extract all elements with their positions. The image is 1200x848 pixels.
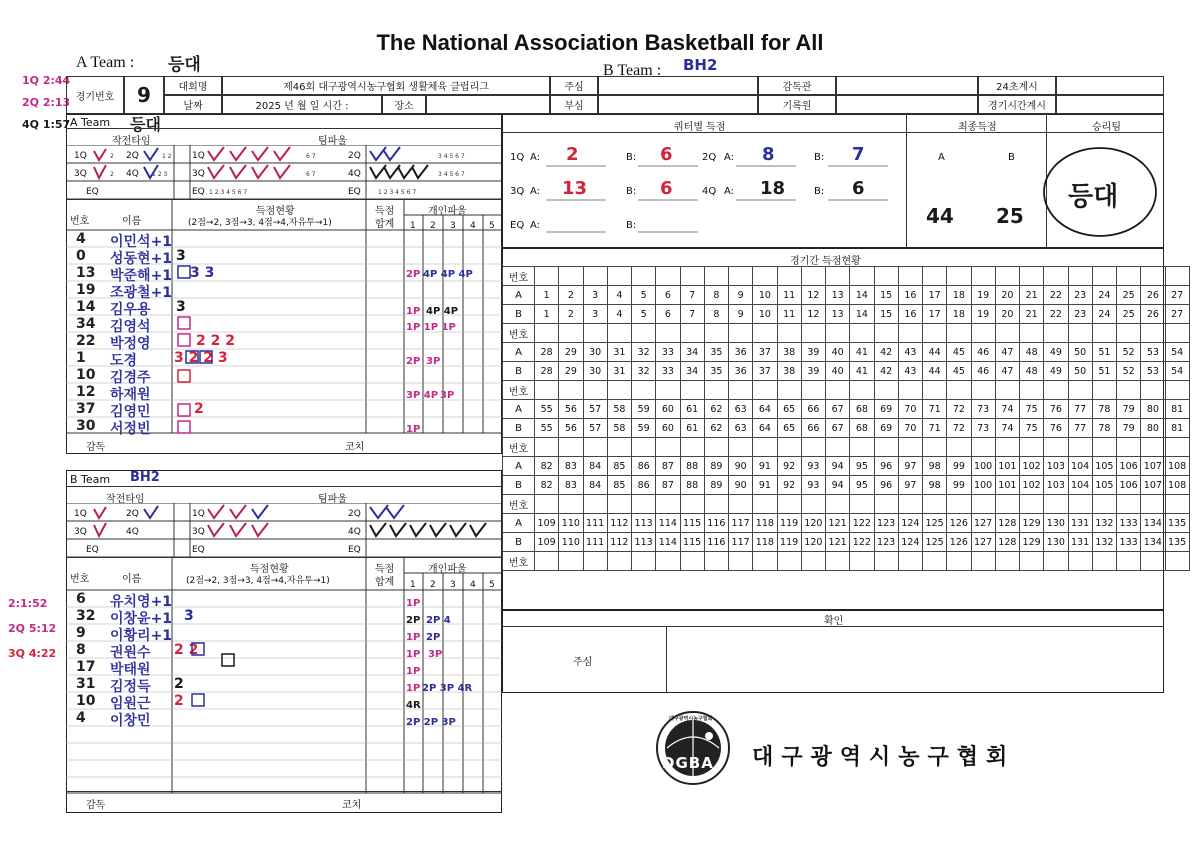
svg-text:3P: 3P: [426, 356, 441, 367]
player-name: 이창윤+1: [110, 611, 173, 627]
svg-text:5: 5: [489, 580, 495, 590]
svg-text:6 7: 6 7: [306, 171, 316, 178]
player-score: 3 2 2 3: [174, 350, 228, 366]
a-label: A:: [530, 220, 541, 231]
player-no: 1: [76, 350, 86, 366]
scorer-label: 기록원: [758, 95, 836, 114]
b-label: B:: [626, 186, 637, 197]
player-score: 2 2 2: [196, 333, 235, 349]
svg-text:2: 2: [110, 171, 114, 178]
date: 2025 년 월 일 시간 :: [222, 95, 382, 114]
q-label: EQ: [510, 220, 525, 231]
running-no-row: 번호: [503, 267, 1190, 286]
umpire-label: 부심: [550, 95, 598, 114]
svg-text:2P 3P 4R: 2P 3P 4R: [422, 683, 473, 694]
player-name: 조광철+1: [110, 285, 173, 301]
q-label: 2Q: [702, 152, 717, 163]
svg-text:1P 1P 1P: 1P 1P 1P: [406, 322, 456, 333]
referee-value: [598, 76, 758, 95]
team-a-section-label: A Team: [70, 116, 111, 129]
svg-text:2P 4: 2P 4: [426, 615, 451, 626]
pf-label: 개인파울: [428, 564, 467, 575]
shotclock-label: 24초계시: [978, 76, 1056, 95]
player-name: 김우용: [110, 302, 151, 318]
svg-text:3Q: 3Q: [192, 169, 205, 179]
total-label-2: 합계: [375, 577, 395, 588]
org-name: 대구광역시농구협회: [752, 745, 1016, 770]
player-name: 김경주: [110, 370, 151, 386]
player-no: 19: [76, 282, 96, 298]
player-no: 10: [76, 367, 96, 383]
q-label: 3Q: [510, 186, 525, 197]
player-name: 김영민: [110, 404, 151, 420]
running-a-row: A 28 29 30 31 32 33 34 35 36 37 38 39 40 41 42 43 44 45 46 47 48 49 50 51 52 53 54: [503, 343, 1190, 362]
team-foul-label: 팀파울: [318, 136, 347, 147]
b-label: B:: [814, 186, 825, 197]
commissioner-label: 감독관: [758, 76, 836, 95]
score-label: 득점현황: [250, 564, 289, 575]
name-label: 이름: [122, 216, 142, 227]
player-no: 31: [76, 676, 96, 692]
a-label: A:: [530, 152, 541, 163]
running-score-label: 경기간 득점현황: [790, 256, 861, 267]
svg-text:2P: 2P: [406, 269, 421, 280]
svg-text:1Q: 1Q: [192, 509, 205, 519]
venue-value: [426, 95, 550, 114]
running-a-row: A 82 83 84 85 86 87 88 89 90 91 92 93 94 95 96 97 98 99 100 101 102 103 104 105 106 107 108: [503, 457, 1190, 476]
svg-text:6 7: 6 7: [306, 153, 316, 160]
svg-text:3P 4P: 3P 4P: [406, 390, 439, 401]
q2-a-score: 8: [762, 144, 775, 165]
score-sub: (2점→2, 3점→3, 4점→4,자유투→1): [186, 576, 330, 586]
team-foul-label: 팀파울: [318, 494, 347, 505]
running-no-row: 번호: [503, 438, 1190, 457]
svg-text:1Q: 1Q: [74, 151, 87, 161]
running-b-row: B 55 56 57 58 59 60 61 62 63 64 65 66 67 68 69 70 71 72 73 74 75 76 77 78 79 80 81: [503, 419, 1190, 438]
player-name: 이황리+1: [110, 628, 173, 644]
q3-a-score: 13: [562, 178, 588, 199]
player-no: 9: [76, 625, 86, 641]
player-name: 박정영: [110, 336, 151, 352]
svg-text:2P: 2P: [426, 632, 441, 643]
player-no: 17: [76, 659, 96, 675]
quarter-scores-label: 쿼터별 득점: [674, 122, 726, 133]
svg-text:1P: 1P: [406, 424, 421, 435]
svg-text:4Q: 4Q: [126, 527, 139, 537]
svg-text:4P 4P 4P: 4P 4P 4P: [423, 269, 473, 280]
b-label: B:: [814, 152, 825, 163]
name-label: 이름: [122, 574, 142, 585]
q-label: 1Q: [510, 152, 525, 163]
player-no: 12: [76, 384, 96, 400]
a-label: A:: [724, 186, 735, 197]
player-name: 이창민: [110, 713, 151, 729]
q3-b-score: 6: [660, 178, 673, 199]
pf-label: 개인파울: [428, 206, 467, 217]
player-score: 3: [184, 608, 194, 624]
margin-note: 2Q 5:12: [8, 622, 57, 635]
referee-label: 주심: [550, 76, 598, 95]
svg-text:3: 3: [450, 580, 456, 590]
player-no: 14: [76, 299, 96, 315]
team-b-label: B Team :: [603, 62, 662, 79]
player-score: 3: [176, 248, 186, 264]
svg-text:1: 1: [410, 580, 416, 590]
svg-text:EQ: EQ: [192, 187, 205, 197]
player-score: 3: [176, 299, 186, 315]
svg-text:4P 4P: 4P 4P: [426, 306, 459, 317]
svg-text:5: 5: [489, 221, 495, 231]
player-no: 4: [76, 231, 86, 247]
player-no: 10: [76, 693, 96, 709]
player-no: 32: [76, 608, 96, 624]
timeout-label: 작전타임: [106, 494, 145, 505]
running-b-row: B 82 83 84 85 86 87 88 89 90 91 92 93 94 95 96 97 98 99 100 101 102 103 104 105 106 107 108: [503, 476, 1190, 495]
q-label: 4Q: [702, 186, 717, 197]
svg-text:2: 2: [110, 153, 114, 160]
svg-text:3Q: 3Q: [192, 527, 205, 537]
player-no: 13: [76, 265, 96, 281]
team-a-name: 등대: [168, 55, 201, 75]
player-name: 도경: [110, 353, 138, 369]
svg-text:4: 4: [470, 580, 476, 590]
player-no: 6: [76, 591, 86, 607]
page-title: The National Association Basketball for All: [376, 30, 824, 55]
team-b-score-boxes: [172, 640, 292, 720]
team-b-name: BH2: [683, 56, 718, 74]
running-a-row: A 1 2 3 4 5 6 7 8 9 10 11 12 13 14 15 16 17 18 19 20 21 22 23 24 25 26 27: [503, 286, 1190, 305]
asst-coach-label: 코치: [342, 800, 362, 811]
svg-text:3: 3: [450, 221, 456, 231]
margin-note: 2Q 2:13: [22, 96, 71, 109]
player-no: 37: [76, 401, 96, 417]
svg-text:3 4 5 6 7: 3 4 5 6 7: [438, 171, 465, 178]
svg-text:EQ: EQ: [348, 187, 361, 197]
svg-text:1: 1: [410, 221, 416, 231]
coach-label: 감독: [86, 442, 106, 453]
scorer-value: [836, 95, 978, 114]
margin-note: 2:1:52: [8, 597, 48, 610]
svg-text:3Q: 3Q: [74, 527, 87, 537]
final-b-label: B: [1008, 152, 1015, 163]
svg-text:2P 2P 3P: 2P 2P 3P: [406, 717, 456, 728]
svg-text:3P: 3P: [428, 649, 443, 660]
svg-text:4: 4: [470, 221, 476, 231]
running-no-row: 번호: [503, 381, 1190, 400]
svg-text:EQ: EQ: [86, 545, 99, 555]
margin-note: 3Q 4:22: [8, 647, 57, 660]
player-name: 성동현+1: [110, 251, 173, 267]
svg-text:1P: 1P: [406, 632, 421, 643]
tournament: 제46회 대구광역시농구협회 생활체육 클럽리그: [222, 76, 550, 95]
player-no: 4: [76, 710, 86, 726]
running-no-row: 번호: [503, 324, 1190, 343]
svg-text:3P: 3P: [440, 390, 455, 401]
coach-label: 감독: [86, 800, 106, 811]
player-name: 김영석: [110, 319, 151, 335]
q2-b-score: 7: [852, 144, 865, 165]
svg-text:2Q: 2Q: [348, 509, 361, 519]
no-label: 번호: [70, 574, 90, 585]
q1-b-score: 6: [660, 144, 673, 165]
running-no-row: 번호: [503, 495, 1190, 514]
total-label: 득점: [375, 564, 395, 575]
svg-text:3 4 5 6 7: 3 4 5 6 7: [438, 153, 465, 160]
tournament-label: 대회명: [164, 76, 222, 95]
running-b-row: B 1 2 3 4 5 6 7 8 9 10 11 12 13 14 15 16 17 18 19 20 21 22 23 24 25 26 27: [503, 305, 1190, 324]
quarter-score-underlines: [502, 132, 906, 248]
final-a-score: 44: [926, 204, 954, 228]
winner-value: 등대: [1068, 182, 1119, 212]
svg-text:1Q: 1Q: [192, 151, 205, 161]
logo-text: DGBA: [662, 754, 714, 772]
player-no: 30: [76, 418, 96, 434]
player-name: 유치영+1: [110, 594, 173, 610]
svg-text:1P: 1P: [406, 649, 421, 660]
svg-text:2: 2: [430, 221, 436, 231]
svg-text:1 2 3 4 5 6 7: 1 2 3 4 5 6 7: [378, 189, 417, 196]
timeout-label: 작전타임: [112, 136, 151, 147]
final-b-score: 25: [996, 204, 1024, 228]
confirm-label: 확인: [824, 616, 844, 627]
player-name: 박준해+1: [110, 268, 173, 284]
final-a-label: A: [938, 152, 945, 163]
q4-b-score: 6: [852, 178, 865, 199]
commissioner-value: [836, 76, 978, 95]
player-score: 3 3: [190, 265, 215, 281]
timer-label: 경기시간계시: [978, 95, 1056, 114]
date-label: 날짜: [164, 95, 222, 114]
svg-text:EQ: EQ: [192, 545, 205, 555]
svg-text:EQ: EQ: [86, 187, 99, 197]
venue-label: 장소: [382, 95, 426, 114]
q1-a-score: 2: [566, 144, 579, 165]
svg-text:1 2: 1 2: [162, 153, 172, 160]
svg-text:2Q: 2Q: [126, 509, 139, 519]
running-score-table: [502, 266, 1190, 571]
margin-note: 4Q 1:57: [22, 118, 71, 131]
player-no: 22: [76, 333, 96, 349]
player-score: 2: [174, 676, 184, 692]
running-b-row: B 28 29 30 31 32 33 34 35 36 37 38 39 40 41 42 43 44 45 46 47 48 49 50 51 52 53 54: [503, 362, 1190, 381]
b-label: B:: [626, 220, 637, 231]
player-name: 하재원: [110, 387, 151, 403]
a-label: A:: [530, 186, 541, 197]
logo-ring-text: 대구광역시농구협회: [669, 716, 713, 722]
running-no-row: 번호: [503, 552, 1190, 571]
team-a-timeout-foul-grid: [66, 145, 502, 199]
svg-text:1P: 1P: [406, 666, 421, 677]
total-label-2: 합계: [375, 219, 395, 230]
running-b-row: B 109 110 111 112 113 114 115 116 117 118 119 120 121 122 123 124 125 126 127 128 129 130 131 132 133 134 135: [503, 533, 1190, 552]
svg-text:4Q: 4Q: [348, 169, 361, 179]
player-score: 2: [194, 401, 204, 417]
winner-label: 승리팀: [1092, 122, 1121, 133]
asst-coach-label: 코치: [345, 442, 365, 453]
b-label: B:: [626, 152, 637, 163]
running-a-row: A 55 56 57 58 59 60 61 62 63 64 65 66 67 68 69 70 71 72 73 74 75 76 77 78 79 80 81: [503, 400, 1190, 419]
team-b-section-label: B Team: [70, 473, 111, 486]
svg-text:1Q: 1Q: [74, 509, 87, 519]
score-sub: (2점→2, 3점→3, 4점→4,자유투→1): [188, 218, 332, 228]
svg-text:4Q: 4Q: [126, 169, 139, 179]
svg-text:2P: 2P: [406, 615, 421, 626]
score-label: 득점현황: [256, 206, 295, 217]
team-a-section-name: 등대: [130, 115, 161, 134]
divider: [66, 128, 502, 129]
player-name: 임원근: [110, 696, 151, 712]
svg-text:1 2 3 4 5 6 7: 1 2 3 4 5 6 7: [209, 189, 248, 196]
player-name: 권원수: [110, 645, 151, 661]
svg-text:2: 2: [430, 580, 436, 590]
player-name: 김정득: [110, 679, 151, 695]
team-b-timeout-foul-grid: [66, 503, 502, 557]
team-a-score-boxes: [172, 264, 292, 434]
player-name: 이민석+1: [110, 234, 173, 250]
player-name: 서정빈: [110, 421, 151, 437]
svg-text:1P: 1P: [406, 598, 421, 609]
player-no: 8: [76, 642, 86, 658]
team-b-section-name: BH2: [130, 470, 160, 485]
svg-text:4Q: 4Q: [348, 527, 361, 537]
svg-text:2Q: 2Q: [348, 151, 361, 161]
a-label: A:: [724, 152, 735, 163]
player-score: 2: [174, 693, 184, 709]
svg-text:3Q: 3Q: [74, 169, 87, 179]
player-no: 0: [76, 248, 86, 264]
player-name: 박태원: [110, 662, 151, 678]
no-label: 번호: [70, 216, 90, 227]
timer-value: [1056, 95, 1164, 114]
umpire-value: [598, 95, 758, 114]
player-no: 34: [76, 316, 96, 332]
svg-text:EQ: EQ: [348, 545, 361, 555]
player-score: 2 2: [174, 642, 199, 658]
svg-text:2P: 2P: [406, 356, 421, 367]
svg-text:2Q: 2Q: [126, 151, 139, 161]
q4-a-score: 18: [760, 178, 786, 199]
game-no-label: 경기번호: [66, 76, 124, 114]
shotclock-value: [1056, 76, 1164, 95]
running-a-row: A 109 110 111 112 113 114 115 116 117 118 119 120 121 122 123 124 125 126 127 128 129 130 131 132 133 134 135: [503, 514, 1190, 533]
game-no: 9: [124, 76, 164, 114]
team-a-label: A Team :: [76, 54, 135, 71]
total-label: 득점: [375, 206, 395, 217]
margin-note: 1Q 2:44: [22, 74, 71, 87]
final-score-label: 최종득점: [958, 122, 997, 133]
confirm-referee-label: 주심: [573, 657, 593, 668]
svg-text:1P: 1P: [406, 306, 421, 317]
svg-text:1 2 3: 1 2 3: [152, 171, 168, 178]
svg-text:1P: 1P: [406, 683, 421, 694]
svg-text:4R: 4R: [406, 700, 421, 711]
